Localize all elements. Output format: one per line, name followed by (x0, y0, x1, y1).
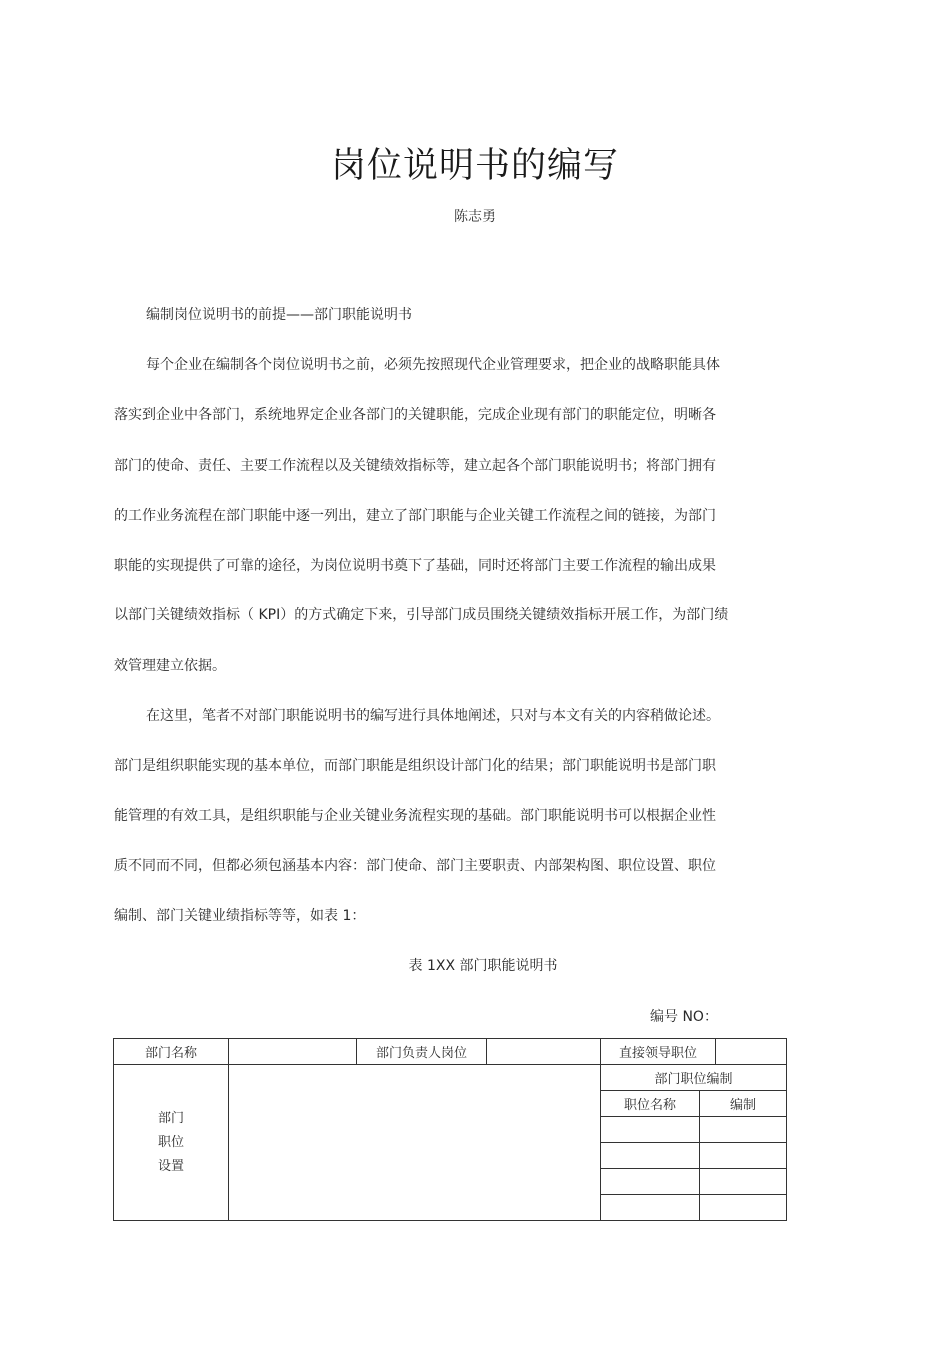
staffing-position-cell[interactable] (601, 1195, 700, 1221)
paragraph-line: 职能的实现提供了可靠的途径，为岗位说明书奠下了基础，同时还将部门主要工作流程的输出成果 (114, 558, 716, 574)
position-setup-line: 职位 (157, 1134, 184, 1150)
table-row (114, 1039, 787, 1065)
superior-position-label: 直接领导职位 (601, 1039, 716, 1065)
author-name: 陈志勇 (454, 209, 496, 225)
staffing-headcount-cell[interactable] (700, 1195, 787, 1221)
paragraph-line: 每个企业在编制各个岗位说明书之前，必须先按照现代企业管理要求，把企业的战略职能具体 (146, 357, 720, 373)
dept-name-value[interactable] (229, 1039, 357, 1065)
position-setup-line: 部门 (157, 1110, 184, 1126)
staffing-position-cell[interactable] (601, 1117, 700, 1143)
paragraph-line: 在这里，笔者不对部门职能说明书的编写进行具体地阐述，只对与本文有关的内容稍做论述。 (146, 708, 720, 724)
position-setup-line: 设置 (157, 1158, 184, 1174)
paragraph-line: 效管理建立依据。 (114, 658, 226, 674)
paragraph-line: 编制、部门关键业绩指标等等，如表 1： (114, 908, 366, 924)
head-position-value[interactable] (487, 1039, 601, 1065)
position-setup-label (114, 1065, 229, 1221)
paragraph-line: 的工作业务流程在部门职能中逐一列出，建立了部门职能与企业关键工作流程之间的链接，为部门 (114, 508, 716, 524)
staffing-column-headcount: 编制 (700, 1091, 787, 1117)
department-function-table (113, 1038, 787, 1221)
staffing-position-cell[interactable] (601, 1169, 700, 1195)
staffing-position-cell[interactable] (601, 1143, 700, 1169)
position-setup-content[interactable] (229, 1065, 601, 1221)
document-number-label: 编号 NO： (650, 1009, 718, 1025)
table-caption: 表 1XX 部门职能说明书 (408, 958, 558, 974)
head-position-label: 部门负责人岗位 (357, 1039, 487, 1065)
paragraph-line: 能管理的有效工具，是组织职能与企业关键业务流程实现的基础。部门职能说明书可以根据企业性 (114, 808, 716, 824)
table-row (114, 1065, 787, 1091)
staffing-headcount-cell[interactable] (700, 1117, 787, 1143)
staffing-headcount-cell[interactable] (700, 1143, 787, 1169)
paragraph-line: 部门的使命、责任、主要工作流程以及关键绩效指标等，建立起各个部门职能说明书；将部门拥有 (114, 458, 716, 474)
section-heading: 编制岗位说明书的前提——部门职能说明书 (146, 307, 412, 323)
paragraph-line: 落实到企业中各部门，系统地界定企业各部门的关键职能，完成企业现有部门的职能定位，明晰各 (114, 407, 716, 423)
page-title: 岗位说明书的编写 (330, 146, 619, 186)
staffing-column-position-name: 职位名称 (601, 1091, 700, 1117)
superior-position-value[interactable] (716, 1039, 787, 1065)
dept-name-label: 部门名称 (114, 1039, 229, 1065)
paragraph-line: 以部门关键绩效指标（ KPI）的方式确定下来，引导部门成员围绕关键绩效指标开展工作，为部门绩 (114, 607, 729, 623)
staffing-headcount-cell[interactable] (700, 1169, 787, 1195)
paragraph-line: 质不同而不同，但都必须包涵基本内容：部门使命、部门主要职责、内部架构图、职位设置、职位 (114, 858, 716, 874)
paragraph-line: 部门是组织职能实现的基本单位，而部门职能是组织设计部门化的结果；部门职能说明书是部门职 (114, 758, 716, 774)
staffing-title: 部门职位编制 (601, 1065, 787, 1091)
